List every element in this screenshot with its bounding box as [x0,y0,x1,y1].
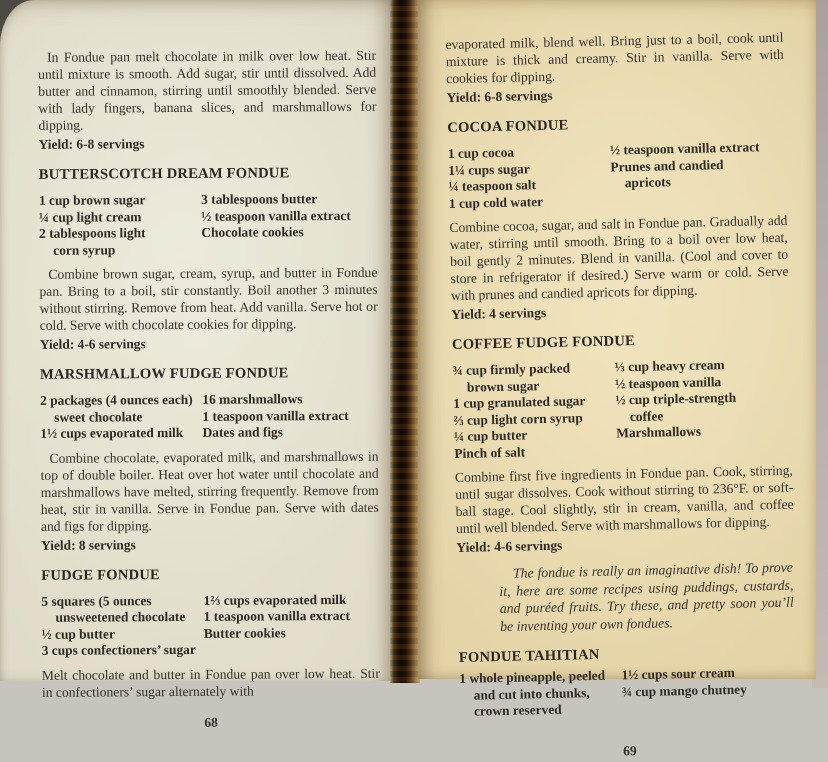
ingredient-line: coffee [629,407,664,424]
left-page [0,0,394,730]
ingredient-line: Butter cookies [203,624,286,641]
ingredient-line: Chocolate cookies [201,224,304,240]
ingredient-line: 1⅔ cups evaporated milk [203,591,347,608]
yield-text: Yield: 8 servings [40,536,136,553]
ingredient-line: 1½ cups sour cream [621,664,735,683]
ingredients-column-1 [452,359,616,462]
ingredient-line: corn syrup [53,241,116,258]
ingredient-line: 1 cup cold water [448,193,544,211]
ingredient-line: crown reserved [473,701,562,719]
ingredients-list [40,391,378,443]
ingredient-line: 1 teaspoon vanilla extract [202,407,349,424]
ingredient-line: 2 packages (4 ounces each) [40,391,193,408]
ingredients-list [459,664,798,721]
instructions-paragraph: Combine first five ingredients in Fondue pan. Cook, stirring, until sugar dissolves. Cook without stirring to 236°F. or soft-ball stage. Cool slightly, stir in cream, vanilla, and coffee until well blended. Serve with marshmallows for dipping. [454,462,794,536]
ingredient-line: ¾ cup firmly packed [452,360,571,379]
recipe-title: MARSHMALLOW FUDGE FONDUE [39,365,289,383]
yield-text: Yield: 4-6 servings [456,537,563,555]
ingredients-column-1 [39,192,202,259]
page-number: 69 [622,742,637,758]
ingredients-list [448,139,787,212]
ingredients-column-1 [40,392,203,442]
ingredient-line: 3 tablespoons butter [201,191,318,207]
ingredient-line: apricots [624,174,672,191]
ingredients-column-2 [204,591,380,658]
ingredient-line: 3 cups confectioners’ sugar [41,641,196,658]
ingredient-line: ¼ cup light cream [38,208,142,225]
ingredient-line: 1 whole pineapple, peeled [459,667,606,686]
ingredient-line: and cut into chunks, [473,684,590,703]
instructions-paragraph: Combine brown sugar, cream, syrup, and butter in Fondue pan. Bring to a boil, stir constantly. Boil another 3 minutes without stirring. Remove from heat. Add vanilla. Serve hot or cold. Serve with chocolate cookies for dipping. [39,264,378,333]
ingredient-line: ¾ cup mango chutney [621,681,747,699]
ingredient-line: 5 squares (5 ounces [41,592,152,609]
ingredients-column-2 [202,391,378,442]
ingredient-line: 1 cup granulated sugar [453,393,586,412]
ingredient-line: unsweetened chocolate [55,608,186,625]
ingredient-line: 1½ cups evaporated milk [40,424,184,441]
recipe-title: COCOA FONDUE [447,117,569,137]
book-spine [390,0,420,683]
ingredient-line: ¼ teaspoon salt [448,177,537,195]
ingredient-line: sweet chocolate [54,408,143,425]
yield-text: Yield: 6-8 servings [38,136,145,152]
ingredient-line: ⅓ cup heavy cream [614,357,725,375]
continued-paragraph: evaporated milk, blend well. Bring just to a boil, cook until mixture is thick and creamy. Stir in vanilla. Serve with cookies for dipping. [445,29,784,87]
ingredient-line: 1 cup cocoa [447,144,515,162]
note-paragraph: The fondue is really an imaginative dish! To prove it, here are some recipes using puddings, custards, and puréed fruits. Try these, and pretty soon you’ll be inventing your own fondues. [499,559,794,634]
instructions-paragraph: Melt chocolate and butter in Fondue pan over low heat. Stir in confectioners’ sugar alternately with [41,665,380,700]
ingredient-line: ⅔ cup light corn syrup [453,409,583,428]
ingredients-column-2 [610,139,787,209]
ingredients-column-1 [459,667,622,720]
yield-text: Yield: 6-8 servings [446,87,553,106]
ingredients-list [41,591,379,659]
ingredients-list [452,356,792,462]
ingredient-line: Marshmallows [616,423,702,441]
ingredient-line: 1 teaspoon vanilla extract [203,607,350,624]
ingredients-column-2 [201,191,377,258]
ingredient-line: 2 tablespoons light [39,225,146,241]
right-page [418,0,816,758]
ingredient-line: ½ teaspoon vanilla extract [609,139,760,158]
recipe-title: BUTTERSCOTCH DREAM FONDUE [38,165,290,183]
recipe-title: FONDUE TAHITIAN [458,646,600,666]
yield-text: Yield: 4-6 servings [39,336,146,352]
ingredient-line: ½ teaspoon vanilla [614,373,722,391]
ingredients-column-1 [448,143,612,213]
page-number: 68 [204,714,218,730]
ingredient-line: 1 cup brown sugar [38,192,146,208]
ingredient-line: Pinch of salt [454,443,526,461]
ingredient-line: 1¼ cups sugar [448,160,530,178]
recipe-title: COFFEE FUDGE FONDUE [451,333,636,354]
ingredient-line: ¼ cup butter [453,427,528,444]
ingredient-line: ½ cup triple-strength [615,389,737,408]
ingredients-column-1 [41,592,204,659]
ingredient-line: brown sugar [466,377,540,395]
ingredient-line: 16 marshmallows [202,391,303,407]
ingredient-line: ½ cup butter [41,625,115,642]
continued-paragraph: In Fondue pan melt chocolate in milk over low heat. Stir until mixture is smooth. Add sugar, stir until dissolved. Add butter and cinnamon, stirring until smoothly blended. Serve with lady fingers, banana slices, and marshmallows for dipping. [38,47,377,133]
ingredient-line: ½ teaspoon vanilla extract [201,207,351,224]
ingredients-list [39,191,377,259]
instructions-paragraph: Combine chocolate, evaporated milk, and marshmallows in top of double boiler. Heat over hot water until chocolate and marshmallows have melted, stirring frequently. Remove from heat, stir in vanilla. Serve in Fondue pan. Serve with dates and figs for dipping. [40,448,379,534]
ingredients-column-2 [615,356,793,459]
ingredient-line: Dates and figs [202,424,283,440]
ingredients-column-2 [621,664,798,717]
ingredient-line: Prunes and candied [610,156,724,175]
yield-text: Yield: 4 servings [451,304,547,323]
recipe-title: FUDGE FONDUE [41,566,161,584]
instructions-paragraph: Combine cocoa, sugar, and salt in Fondue pan. Gradually add water, stirring until smooth. Bring to a boil over low heat, boil gently 2 minutes. Blend in vanilla. (Cool and cover to store in refrigerator if desired.) Serve warm or cold. Serve with prunes and candied apricots for dipping. [449,212,789,304]
